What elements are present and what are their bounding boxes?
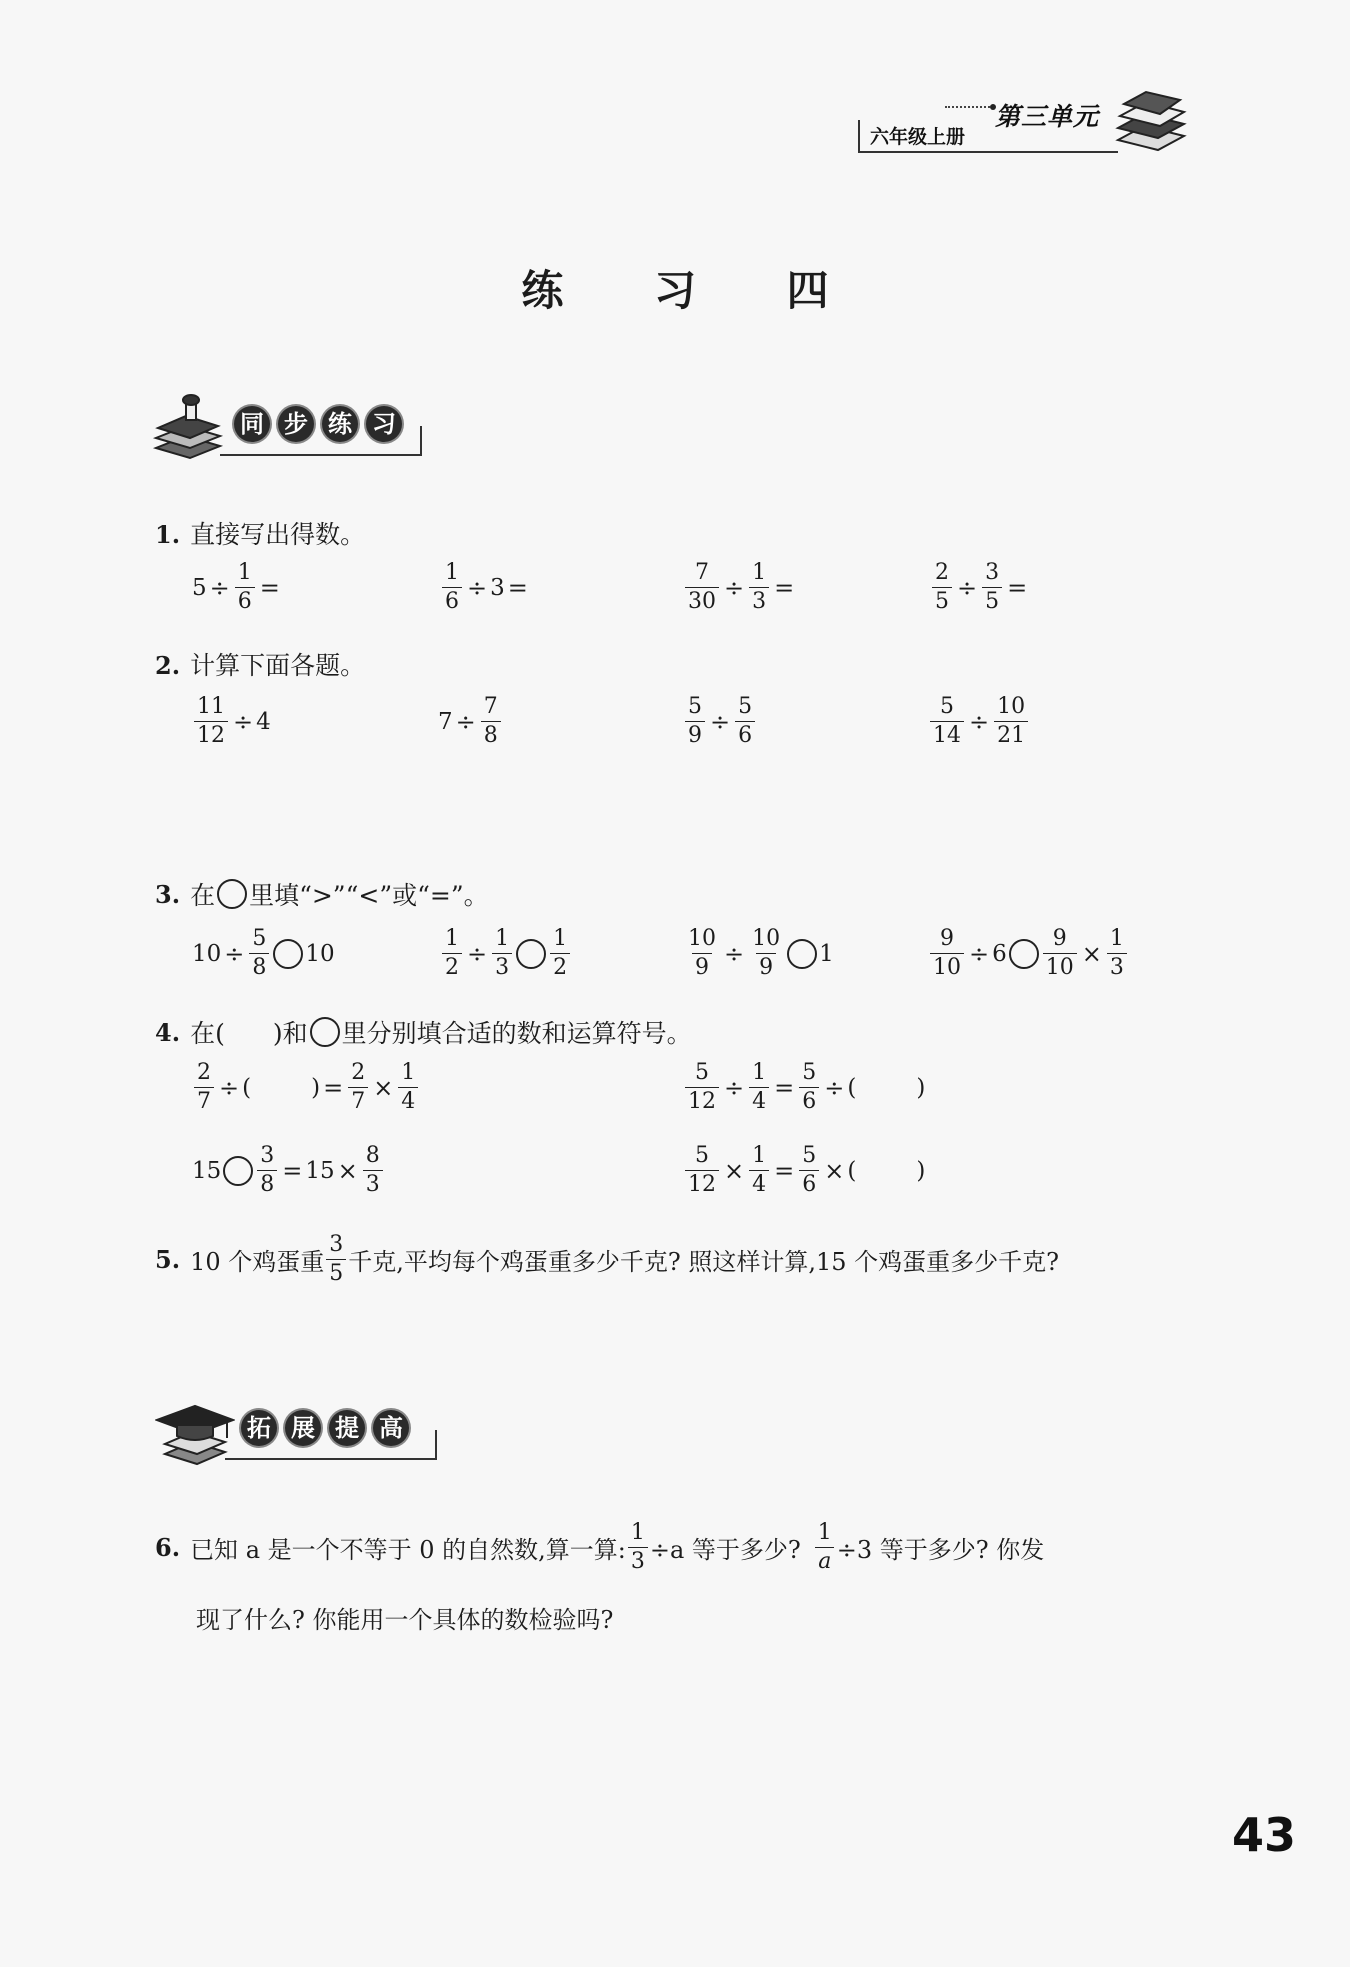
lamp-books-icon (150, 392, 230, 468)
q4-expr-4: $\frac{5}{12}$ × $\frac{1}{4}$ = $\frac{5}{6}$ × ( ) (683, 1145, 925, 1196)
section1-char-2: 步 (278, 406, 314, 442)
question-text: 直接写出得数。 (190, 520, 366, 549)
question-3: 3. 在 里填“>”“<”或“=”。 (155, 879, 489, 910)
question-6-line-2: 现了什么? 你能用一个具体的数检验吗? (196, 1606, 614, 1634)
question-2 (155, 646, 365, 682)
question-text: 计算下面各题。 (190, 651, 366, 680)
page-title: 练 习 四 (521, 266, 867, 315)
question-number: 3. (155, 879, 181, 909)
q3-expr-1: 10 ÷ $\frac{5}{8}$ 10 (192, 926, 335, 980)
section1-char-1: 同 (234, 406, 270, 442)
page-number: 43 (1232, 1808, 1297, 1862)
q3-expr-3: $\frac{10}{9}$ ÷ $\frac{10}{9}$ 1 (688, 926, 834, 980)
question-6: 6. 已知 a 是一个不等于 0 的自然数,算一算: $\frac{1}{3}$ ÷a 等于多少? $\frac{1}{a}$ ÷3 等于多少? 你发 (155, 1520, 1045, 1574)
q4-expr-2: $\frac{5}{12}$ ÷ $\frac{1}{4}$ = $\frac{5}{6}$ ÷ ( ) (683, 1062, 925, 1113)
section-header-practice (150, 400, 430, 460)
blank-circle[interactable] (217, 879, 247, 909)
question-number: 2. (155, 651, 181, 680)
q3-expr-4: $\frac{9}{10}$ ÷ 6 $\frac{9}{10}$ × $\frac{1}{3}$ (928, 928, 1129, 979)
section2-char-4: 高 (373, 1410, 409, 1446)
answer-circle[interactable] (787, 939, 817, 969)
q2-expr-4: $\frac{5}{14}$ ÷ $\frac{10}{21}$ (928, 696, 1030, 747)
q2-expr-2: 7 ÷ $\frac{7}{8}$ (438, 696, 503, 747)
question-4: 4. 在( )和 里分别填合适的数和运算符号。 (155, 1017, 692, 1048)
section1-char-4: 习 (366, 406, 402, 442)
answer-circle[interactable] (223, 1156, 253, 1186)
books-stack-icon (1110, 88, 1190, 160)
section1-char-3: 练 (322, 406, 358, 442)
q4-expr-1: $\frac{2}{7}$ ÷ ( ) = $\frac{2}{7}$ × $\frac{1}{4}$ (192, 1062, 420, 1113)
q1-expr-4: $\frac{2}{5}$ ÷ $\frac{3}{5}$ = (930, 562, 1030, 613)
section-header-extension (155, 1404, 445, 1464)
answer-circle[interactable] (273, 939, 303, 969)
header-dotted-rule (945, 106, 990, 108)
question-number: 1. (155, 520, 181, 549)
answer-circle[interactable] (1009, 939, 1039, 969)
question-5: 5. 10 个鸡蛋重 3 5 千克,平均每个鸡蛋重多少千克? 照这样计算,15 个鸡蛋重多少千克? (155, 1232, 1060, 1286)
header-rule (858, 151, 1118, 153)
section2-char-1: 拓 (241, 1410, 277, 1446)
q1-expr-3: $\frac{7}{30}$ ÷ $\frac{1}{3}$ = (683, 562, 797, 613)
question-number: 5. (155, 1245, 181, 1274)
section2-char-3: 提 (329, 1410, 365, 1446)
graduation-cap-books-icon (155, 1398, 235, 1472)
q2-expr-3: $\frac{5}{9}$ ÷ $\frac{5}{6}$ (683, 696, 757, 747)
question-number: 6. (155, 1533, 181, 1562)
header-grade: 六年级上册 (870, 126, 966, 148)
q4-expr-3: 15 $\frac{3}{8}$ = 15 × $\frac{8}{3}$ (192, 1145, 385, 1196)
header-rule-vertical (858, 120, 860, 152)
section2-char-2: 展 (285, 1410, 321, 1446)
q1-expr-1: 5 ÷ $\frac{1}{6}$ = (192, 560, 280, 614)
q3-expr-2: $\frac{1}{2}$ ÷ $\frac{1}{3}$ 1 2 (440, 928, 572, 979)
question-number: 4. (155, 1017, 181, 1047)
question-1 (155, 515, 365, 551)
answer-circle[interactable] (516, 939, 546, 969)
q1-expr-2: $\frac{1}{6}$ ÷ 3 = (440, 562, 531, 613)
q2-expr-1: $\frac{11}{12}$ ÷ 4 (192, 696, 271, 747)
header-unit: 第三单元 (995, 102, 1100, 131)
blank-circle[interactable] (310, 1017, 340, 1047)
